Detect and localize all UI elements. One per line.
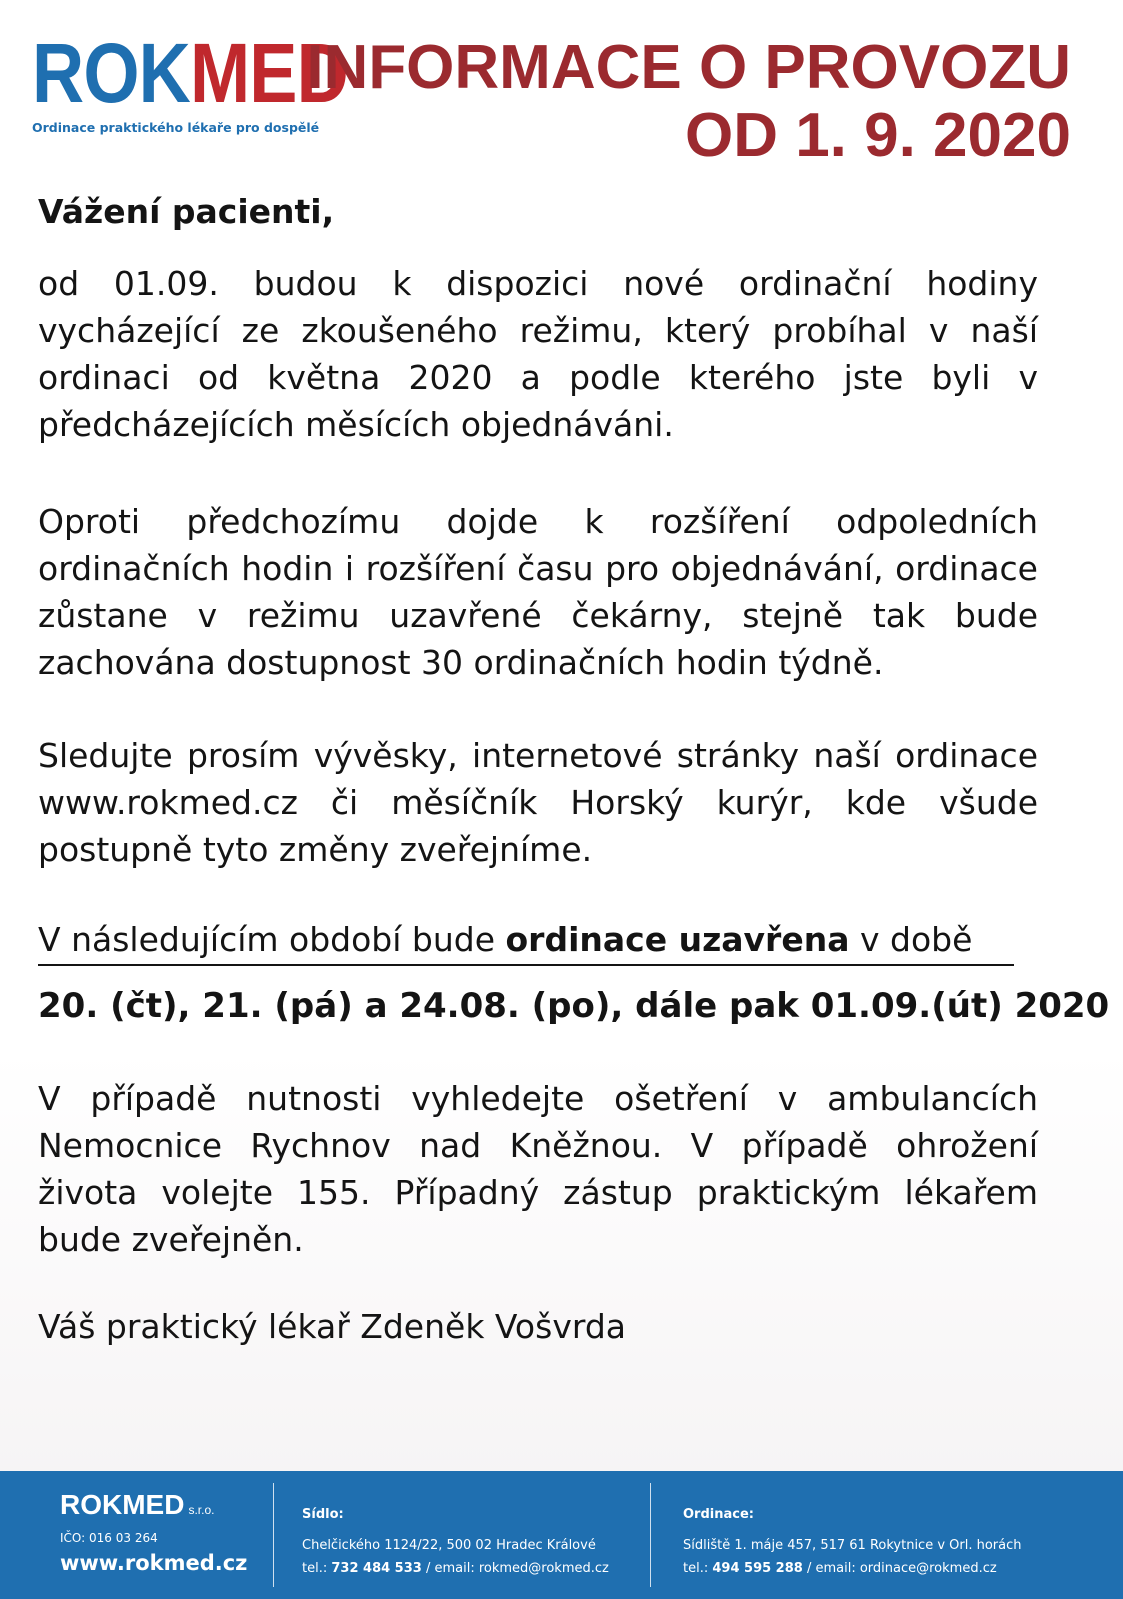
footer-logo-text: ROKMED [60, 1489, 185, 1520]
footer-sidlo-tel-label: tel.: [302, 1561, 332, 1576]
closure-bold: ordinace uzavřena [505, 920, 850, 959]
footer-ordinace-contact [683, 1561, 997, 1576]
logo-letter-k: K [138, 26, 190, 120]
rokmed-logo [32, 26, 348, 135]
logo-letter-r: R [32, 26, 84, 120]
footer-sidlo-address: Chelčického 1124/22, 500 02 Hradec Králové [302, 1538, 596, 1553]
footer-sidlo-tel: 732 484 533 [331, 1561, 422, 1576]
footer-ico: IČO: 016 03 264 [60, 1531, 158, 1545]
logo-wordmark [32, 26, 348, 120]
footer-sro: s.r.o. [188, 1503, 215, 1517]
footer-divider [650, 1483, 651, 1587]
footer-ordinace-tel: 494 595 288 [712, 1561, 803, 1576]
paragraph-3: Sledujte prosím vývěsky, internetové stránky naší ordinace www.rokmed.cz či měsíčník Horský kurýr, kde všude postupně tyto změny zveřejníme. [38, 736, 1038, 869]
logo-letter-o: O [83, 26, 139, 120]
greeting: Vážení pacienti, [38, 192, 335, 231]
footer-logo [60, 1489, 214, 1521]
logo-med: MED [189, 26, 348, 120]
headline [306, 34, 1071, 170]
footer-sidlo-email[interactable]: / email: rokmed@rokmed.cz [421, 1561, 609, 1576]
paragraph-2: Oproti předchozímu dojde k rozšíření odpoledních ordinačních hodin i rozšíření času pro objednávání, ordinace zůstane v režimu uzavřené čekárny, stejně tak bude zachována dostupnost 30 ordinačních hodin týdně. [38, 502, 1038, 682]
footer-ordinace-email[interactable]: / email: ordinace@rokmed.cz [802, 1561, 997, 1576]
closure-dates: 20. (čt), 21. (pá) a 24.08. (po), dále pak 01.09.(út) 2020 [38, 986, 1110, 1026]
footer [0, 1471, 1123, 1599]
logo-subtitle: Ordinace praktického lékaře pro dospělé [32, 120, 320, 135]
paragraph-1: od 01.09. budou k dispozici nové ordinační hodiny vycházející ze zkoušeného režimu, který probíhal v naší ordinaci od května 2020 a podle kterého jste byli v předcházejících měsících objednáváni. [38, 264, 1038, 444]
footer-divider [273, 1483, 274, 1587]
paragraph-4: V případě nutnosti vyhledejte ošetření v ambulancích Nemocnice Rychnov nad Kněžnou. V případě ohrožení života volejte 155. Případný zástup praktickým lékařem bude zveřejněn. [38, 1079, 1038, 1259]
footer-website-link[interactable]: www.rokmed.cz [60, 1551, 248, 1575]
closure-notice [38, 918, 1014, 966]
footer-sidlo-label: Sídlo: [302, 1507, 344, 1522]
footer-ordinace-tel-label: tel.: [683, 1561, 713, 1576]
footer-ordinace-address: Sídliště 1. máje 457, 517 61 Rokytnice v Orl. horách [683, 1538, 1022, 1553]
closure-after: v době [849, 920, 973, 959]
footer-ordinace-label: Ordinace: [683, 1507, 754, 1522]
footer-sidlo-contact [302, 1561, 609, 1576]
closure-before: V následujícím období bude [38, 920, 506, 959]
notice-body [38, 190, 1110, 1346]
headline-line2: OD 1. 9. 2020 [684, 101, 1071, 170]
headline-line1: INFORMACE O PROVOZU [306, 33, 1071, 102]
signature: Váš praktický lékař Zdeněk Vošvrda [38, 1307, 627, 1346]
